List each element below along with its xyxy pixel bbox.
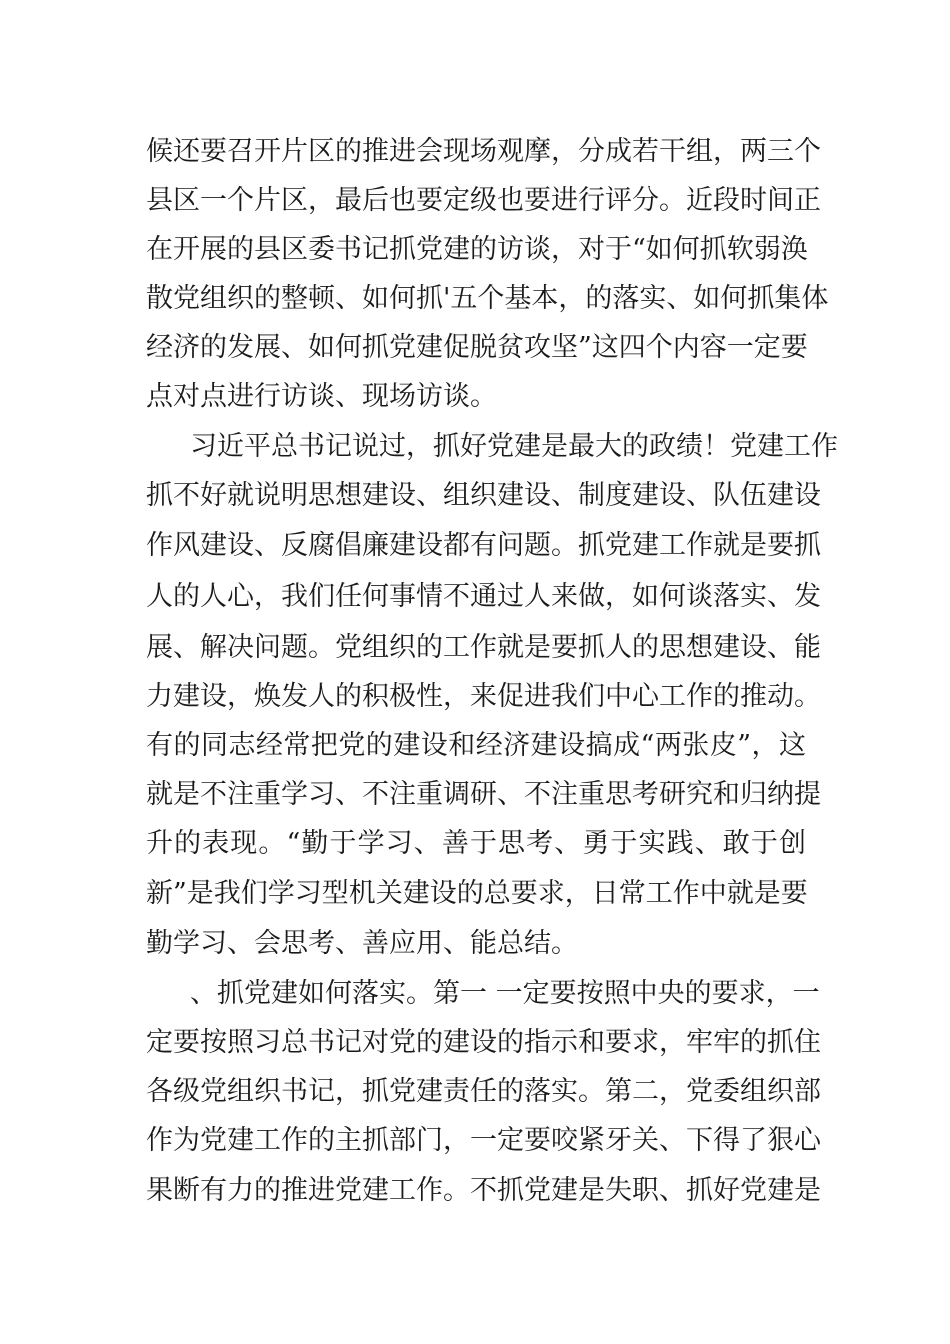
text-line: 果断有力的推进党建工作。不抓党建是失职、抓好党建是 — [146, 1175, 821, 1206]
text-line: 作风建设、反腐倡廉建设都有问题。抓党建工作就是要抓 — [146, 530, 821, 561]
text-line: 经济的发展、如何抓党建促脱贫攻坚”这四个内容一定要 — [146, 332, 808, 363]
text-line: 力建设，焕发人的积极性，来促进我们中心工作的推动。 — [146, 681, 821, 712]
text-line: 新”是我们学习型机关建设的总要求，日常工作中就是要 — [146, 878, 808, 909]
paragraph-first-line: 、抓党建如何落实。第一 一定要按照中央的要求，一 — [190, 978, 820, 1009]
text-line: 有的同志经常把党的建设和经济建设搞成“两张皮”，这 — [146, 730, 806, 761]
text-line: 定要按照习总书记对党的建设的指示和要求，牢牢的抓住 — [146, 1027, 821, 1058]
text-line: 候还要召开片区的推进会现场观摩，分成若干组，两三个 — [146, 136, 821, 167]
text-line: 人的人心，我们任何事情不通过人来做，如何谈落实、发 — [146, 581, 821, 612]
text-line: 点对点进行访谈、现场访谈。 — [146, 381, 497, 412]
text-line: 各级党组织书记，抓党建责任的落实。第二，党委组织部 — [146, 1076, 821, 1107]
text-line: 抓不好就说明思想建设、组织建设、制度建设、队伍建设 — [146, 480, 821, 511]
text-line: 散党组织的整顿、如何抓'五个基本，的落实、如何抓集体 — [146, 283, 829, 314]
text-line: 在开展的县区委书记抓党建的访谈，对于“如何抓软弱涣 — [146, 234, 808, 265]
text-line: 作为党建工作的主抓部门，一定要咬紧牙关、下得了狠心 — [146, 1125, 821, 1156]
paragraph-first-line: 习近平总书记说过，抓好党建是最大的政绩！党建工作 — [190, 431, 838, 462]
text-line: 展、解决问题。党组织的工作就是要抓人的思想建设、能 — [146, 632, 821, 663]
text-line: 升的表现。“勤于学习、善于思考、勇于实践、敢于创 — [146, 828, 806, 859]
text-line: 勤学习、会思考、善应用、能总结。 — [146, 928, 578, 959]
text-line: 就是不注重学习、不注重调研、不注重思考研究和归纳提 — [146, 779, 821, 810]
text-line: 县区一个片区，最后也要定级也要进行评分。近段时间正 — [146, 185, 821, 216]
